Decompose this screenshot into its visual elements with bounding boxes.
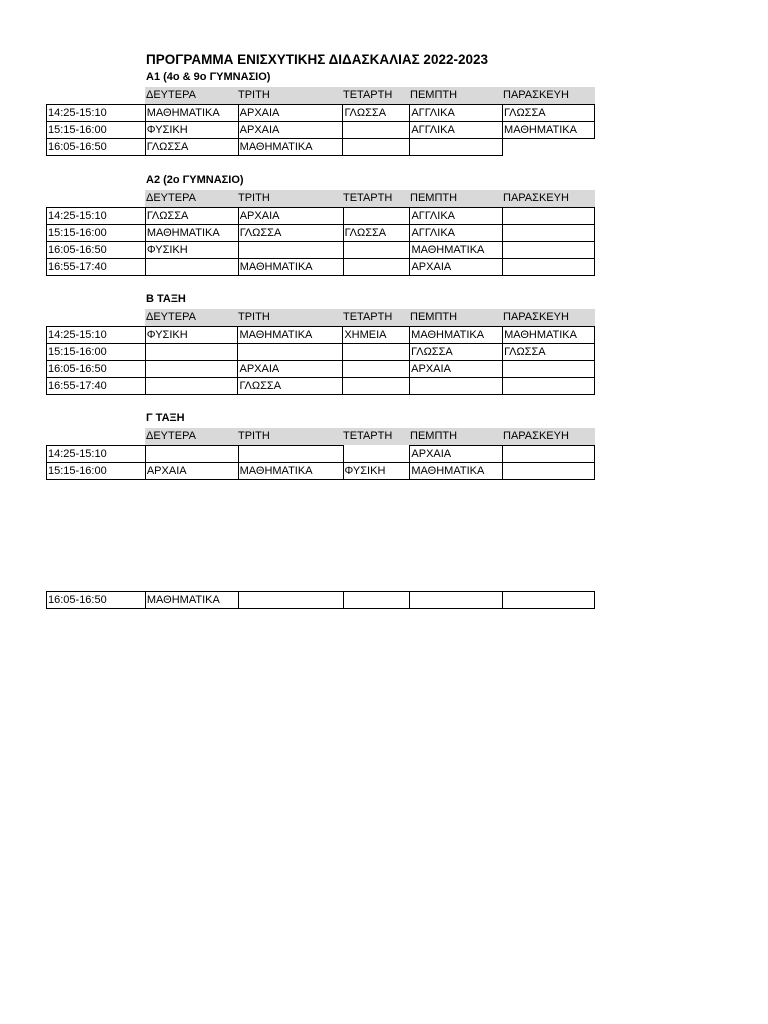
subject-cell: ΜΑΘΗΜΑΤΙΚΑ <box>410 463 503 480</box>
table-row <box>47 344 595 361</box>
extra-schedule-table <box>46 591 595 609</box>
subject-cell: ΑΡΧΑΙΑ <box>410 446 503 463</box>
day-header-row <box>145 190 595 207</box>
subject-cell <box>343 259 410 276</box>
subject-cell: ΑΡΧΑΙΑ <box>410 361 503 378</box>
subject-cell: ΑΓΓΛΙΚΑ <box>410 122 503 139</box>
subject-cell: ΜΑΘΗΜΑΤΙΚΑ <box>238 259 343 276</box>
day-header: ΠΑΡΑΣΚΕΥΗ <box>503 192 569 204</box>
table-row <box>47 105 595 122</box>
subject-cell <box>343 592 410 609</box>
subject-cell <box>503 225 595 242</box>
subject-cell: ΓΛΩΣΣΑ <box>238 225 343 242</box>
subject-cell: ΓΛΩΣΣΑ <box>343 225 410 242</box>
section-label: Β ΤΑΞΗ <box>146 293 186 305</box>
subject-cell <box>145 446 238 463</box>
time-slot-cell: 16:55-17:40 <box>47 378 146 395</box>
section-label: Γ ΤΑΞΗ <box>146 412 185 424</box>
table-row <box>47 327 595 344</box>
subject-cell <box>343 208 410 225</box>
time-slot-cell: 16:55-17:40 <box>47 259 146 276</box>
subject-cell: ΜΑΘΗΜΑΤΙΚΑ <box>238 327 343 344</box>
day-header: ΠΑΡΑΣΚΕΥΗ <box>503 311 569 323</box>
table-row <box>47 122 595 139</box>
subject-cell <box>503 463 595 480</box>
subject-cell <box>410 378 503 395</box>
table-row <box>47 242 595 259</box>
subject-cell <box>145 259 238 276</box>
day-header: ΤΡΙΤΗ <box>238 430 270 442</box>
subject-cell: ΜΑΘΗΜΑΤΙΚΑ <box>145 225 238 242</box>
day-header: ΠΕΜΠΤΗ <box>410 311 458 323</box>
subject-cell <box>503 208 595 225</box>
subject-cell <box>503 259 595 276</box>
day-header-row <box>145 87 595 104</box>
day-header-row <box>145 428 595 445</box>
day-header-row <box>145 309 595 326</box>
subject-cell <box>343 122 410 139</box>
day-header: ΤΕΤΑΡΤΗ <box>343 192 393 204</box>
time-slot-cell: 16:05-16:50 <box>47 242 146 259</box>
table-row <box>47 139 595 156</box>
day-header: ΤΡΙΤΗ <box>238 192 270 204</box>
subject-cell: ΜΑΘΗΜΑΤΙΚΑ <box>410 327 503 344</box>
subject-cell <box>343 378 410 395</box>
subject-cell: ΜΑΘΗΜΑΤΙΚΑ <box>503 327 595 344</box>
subject-cell <box>503 446 595 463</box>
table-row <box>47 592 595 609</box>
time-slot-cell: 15:15-16:00 <box>47 344 146 361</box>
table-row <box>47 208 595 225</box>
subject-cell: ΜΑΘΗΜΑΤΙΚΑ <box>145 105 238 122</box>
time-slot-cell: 14:25-15:10 <box>47 208 146 225</box>
time-slot-cell: 14:25-15:10 <box>47 327 146 344</box>
schedule-table <box>46 207 595 276</box>
section-label: Α1 (4ο & 9ο ΓΥΜΝΑΣΙΟ) <box>146 71 271 83</box>
subject-cell: ΓΛΩΣΣΑ <box>503 105 595 122</box>
subject-cell: ΦΥΣΙΚΗ <box>145 122 238 139</box>
subject-cell <box>343 344 410 361</box>
subject-cell <box>410 139 503 156</box>
day-header: ΤΕΤΑΡΤΗ <box>343 430 393 442</box>
day-header: ΔΕΥΤΕΡΑ <box>146 192 196 204</box>
subject-cell: ΜΑΘΗΜΑΤΙΚΑ <box>145 592 238 609</box>
section-label: Α2 (2ο ΓΥΜΝΑΣΙΟ) <box>146 174 244 186</box>
subject-cell <box>503 242 595 259</box>
subject-cell <box>238 446 343 463</box>
subject-cell: ΑΡΧΑΙΑ <box>238 105 343 122</box>
time-slot-cell: 16:05-16:50 <box>47 139 146 156</box>
subject-cell: ΑΡΧΑΙΑ <box>410 259 503 276</box>
day-header: ΤΡΙΤΗ <box>238 311 270 323</box>
subject-cell: ΑΡΧΑΙΑ <box>238 122 343 139</box>
subject-cell <box>145 344 238 361</box>
subject-cell <box>145 361 238 378</box>
day-header: ΠΑΡΑΣΚΕΥΗ <box>503 89 569 101</box>
day-header: ΤΕΤΑΡΤΗ <box>343 311 393 323</box>
schedule-table <box>46 445 595 480</box>
subject-cell: ΑΡΧΑΙΑ <box>238 208 343 225</box>
subject-cell <box>503 378 595 395</box>
subject-cell: ΑΡΧΑΙΑ <box>238 361 343 378</box>
subject-cell: ΓΛΩΣΣΑ <box>503 344 595 361</box>
day-header: ΤΕΤΑΡΤΗ <box>343 89 393 101</box>
subject-cell: ΓΛΩΣΣΑ <box>343 105 410 122</box>
time-slot-cell: 15:15-16:00 <box>47 225 146 242</box>
time-slot-cell: 16:05-16:50 <box>47 592 146 609</box>
subject-cell: ΓΛΩΣΣΑ <box>238 378 343 395</box>
subject-cell: ΓΛΩΣΣΑ <box>145 139 238 156</box>
day-header: ΔΕΥΤΕΡΑ <box>146 430 196 442</box>
subject-cell: ΓΛΩΣΣΑ <box>410 344 503 361</box>
day-header: ΠΕΜΠΤΗ <box>410 89 458 101</box>
schedule-table <box>46 326 595 395</box>
schedule-table <box>46 104 595 156</box>
subject-cell <box>238 344 343 361</box>
day-header: ΠΑΡΑΣΚΕΥΗ <box>503 430 569 442</box>
subject-cell <box>503 592 595 609</box>
table-row <box>47 259 595 276</box>
subject-cell: ΜΑΘΗΜΑΤΙΚΑ <box>238 463 343 480</box>
table-row <box>47 446 595 463</box>
subject-cell: ΑΓΓΛΙΚΑ <box>410 225 503 242</box>
day-header: ΠΕΜΠΤΗ <box>410 430 458 442</box>
page-title: ΠΡΟΓΡΑΜΜΑ ΕΝΙΣΧΥΤΙΚΗΣ ΔΙΔΑΣΚΑΛΙΑΣ 2022-2023 <box>146 52 488 67</box>
time-slot-cell: 14:25-15:10 <box>47 446 146 463</box>
subject-cell: ΜΑΘΗΜΑΤΙΚΑ <box>410 242 503 259</box>
subject-cell: ΦΥΣΙΚΗ <box>343 463 410 480</box>
table-row <box>47 378 595 395</box>
subject-cell <box>343 242 410 259</box>
subject-cell <box>503 361 595 378</box>
empty-unbordered-cell <box>503 139 595 156</box>
time-slot-cell: 16:05-16:50 <box>47 361 146 378</box>
table-row <box>47 225 595 242</box>
subject-cell <box>410 592 503 609</box>
time-slot-cell: 15:15-16:00 <box>47 463 146 480</box>
subject-cell: ΓΛΩΣΣΑ <box>145 208 238 225</box>
subject-cell: ΑΡΧΑΙΑ <box>145 463 238 480</box>
day-header: ΔΕΥΤΕΡΑ <box>146 89 196 101</box>
day-header: ΠΕΜΠΤΗ <box>410 192 458 204</box>
subject-cell <box>343 361 410 378</box>
subject-cell <box>343 139 410 156</box>
table-row <box>47 361 595 378</box>
subject-cell: ΧΗΜΕΙΑ <box>343 327 410 344</box>
empty-unbordered-cell <box>343 446 410 463</box>
subject-cell: ΦΥΣΙΚΗ <box>145 242 238 259</box>
day-header: ΔΕΥΤΕΡΑ <box>146 311 196 323</box>
time-slot-cell: 15:15-16:00 <box>47 122 146 139</box>
subject-cell: ΑΓΓΛΙΚΑ <box>410 208 503 225</box>
subject-cell: ΜΑΘΗΜΑΤΙΚΑ <box>503 122 595 139</box>
day-header: ΤΡΙΤΗ <box>238 89 270 101</box>
table-row <box>47 463 595 480</box>
subject-cell: ΦΥΣΙΚΗ <box>145 327 238 344</box>
time-slot-cell: 14:25-15:10 <box>47 105 146 122</box>
subject-cell: ΜΑΘΗΜΑΤΙΚΑ <box>238 139 343 156</box>
subject-cell: ΑΓΓΛΙΚΑ <box>410 105 503 122</box>
subject-cell <box>238 592 343 609</box>
subject-cell <box>238 242 343 259</box>
subject-cell <box>145 378 238 395</box>
